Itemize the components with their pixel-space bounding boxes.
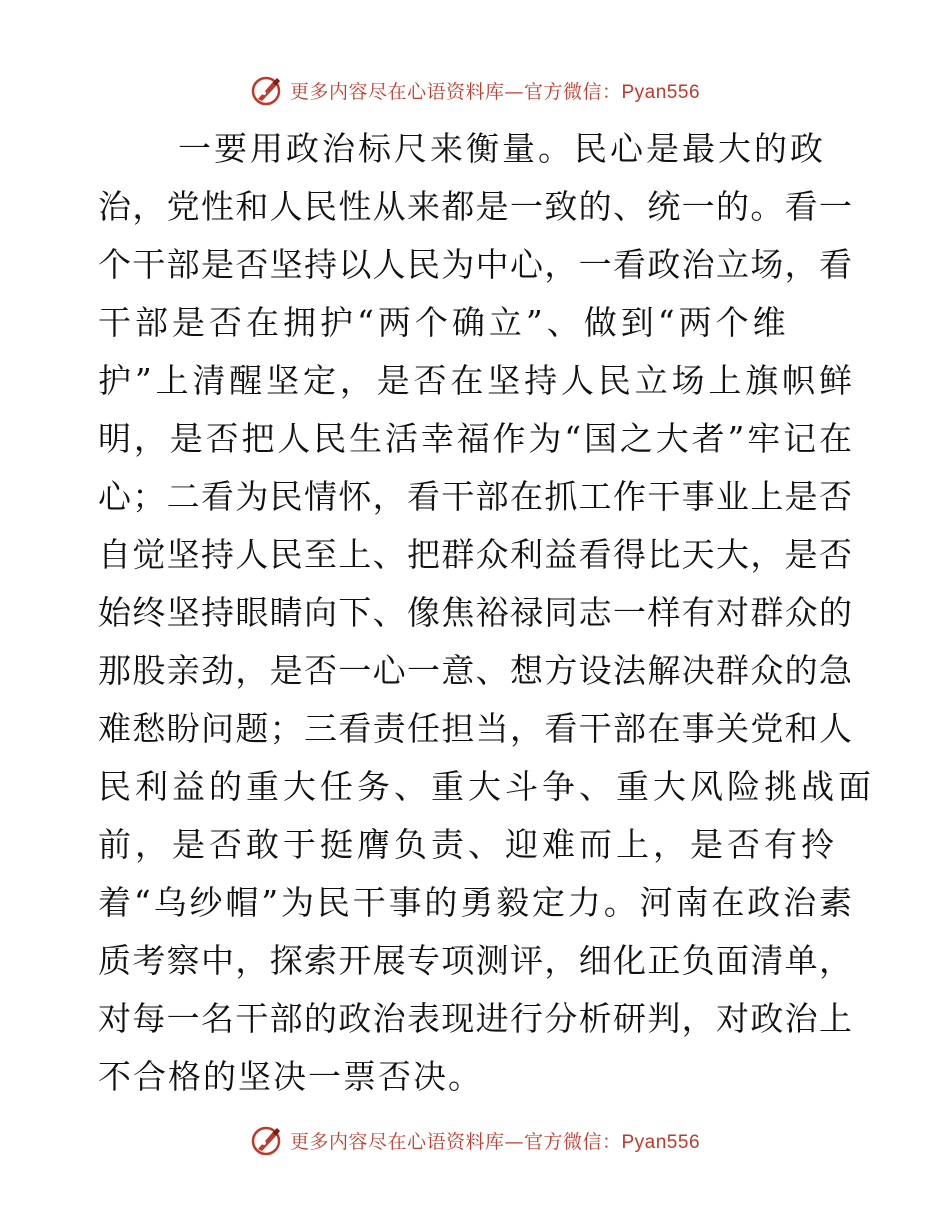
- paragraph-line: 治，党性和人民性从来都是一致的、统一的。看一: [98, 187, 852, 226]
- paragraph-line: 对每一名干部的政治表现进行分析研判，对政治上: [98, 999, 852, 1038]
- header-separator: —: [504, 80, 524, 103]
- header-site-name: 更多内容尽在心语资料库: [289, 80, 505, 103]
- paragraph-line: 自觉坚持人民至上、把群众利益看得比天大，是否: [98, 535, 852, 574]
- footer-wechat: 官方微信：Pyan556: [524, 1131, 701, 1153]
- paragraph-line: 心；二看为民情怀，看干部在抓工作干事业上是否: [98, 477, 852, 516]
- paragraph-line: 着“乌纱帽”为民干事的勇毅定力。河南在政治素: [98, 883, 852, 922]
- paragraph-line: 民利益的重大任务、重大斗争、重大风险挑战面: [98, 767, 875, 806]
- header-banner: [0, 70, 950, 110]
- footer-banner-text: [290, 1127, 700, 1154]
- paragraph-line: 明，是否把人民生活幸福作为“国之大者”牢记在: [98, 419, 852, 458]
- header-banner-text: [290, 77, 700, 104]
- paragraph-line: 始终坚持眼睛向下、像焦裕禄同志一样有对群众的: [98, 593, 852, 632]
- paragraph-line: 质考察中，探索开展专项测评，细化正负面清单，: [98, 941, 852, 980]
- paragraph-line: 个干部是否坚持以人民为中心，一看政治立场，看: [98, 245, 852, 284]
- header-wechat: 官方微信：Pyan556: [524, 81, 701, 103]
- paragraph-line: 前，是否敢于挺膺负责、迎难而上，是否有拎: [98, 825, 838, 864]
- footer-site-name: 更多内容尽在心语资料库: [289, 1130, 505, 1153]
- paragraph-line: 不合格的坚决一票否决。: [98, 1057, 483, 1096]
- paragraph-line: 一要用政治标尺来衡量。民心是最大的政: [178, 129, 826, 168]
- document-body: [98, 120, 875, 1106]
- paragraph-line: 护”上清醒坚定，是否在坚持人民立场上旗帜鲜: [98, 361, 852, 400]
- paragraph-line: 干部是否在拥护“两个确立”、做到“两个维: [98, 303, 790, 342]
- pen-logo-icon: [250, 1123, 284, 1157]
- footer-banner: [0, 1120, 950, 1160]
- pen-logo-icon: [250, 73, 284, 107]
- footer-separator: —: [504, 1130, 524, 1153]
- paragraph-line: 那股亲劲，是否一心一意、想方设法解决群众的急: [98, 651, 852, 690]
- paragraph-line: 难愁盼问题；三看责任担当，看干部在事关党和人: [98, 709, 852, 748]
